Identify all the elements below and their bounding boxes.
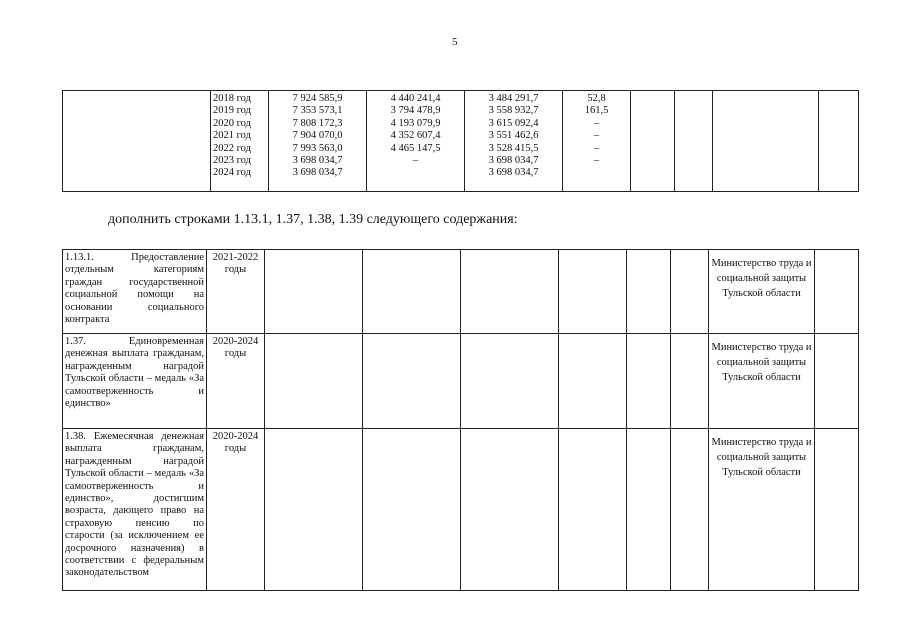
empty-cell [815, 429, 859, 591]
table-row [63, 334, 859, 429]
other-funding-cell: 52,8 161,5 – – – – [563, 91, 631, 192]
table-row [63, 91, 859, 192]
total-funding-cell: 7 924 585,9 7 353 573,1 7 808 172,3 7 904 070,0 7 993 563,0 3 698 034,7 3 698 034,7 [269, 91, 367, 192]
years-cell: 2018 год 2019 год 2020 год 2021 год 2022 год 2023 год 2024 год [211, 91, 269, 192]
table-row [63, 250, 859, 334]
empty-cell [713, 91, 819, 192]
continuation-table [62, 90, 859, 192]
federal-funding-cell: 4 440 241,4 3 794 478,9 4 193 079,9 4 352 607,4 4 465 147,5 – [367, 91, 465, 192]
empty-cell [265, 334, 363, 429]
empty-cell [671, 250, 709, 334]
row-ministry: Министерство труда и социальной защиты Тульской области [709, 334, 815, 429]
empty-cell [627, 429, 671, 591]
empty-cell [815, 250, 859, 334]
empty-cell [559, 250, 627, 334]
empty-cell [819, 91, 859, 192]
empty-cell [627, 334, 671, 429]
new-rows-table [62, 249, 859, 591]
empty-cell [363, 429, 461, 591]
row-description: 1.13.1. Предоставление отдельным категориям граждан государственной социальной помощи на основании социального контракта [63, 250, 207, 334]
empty-cell [559, 429, 627, 591]
table-row [63, 429, 859, 591]
empty-cell [363, 250, 461, 334]
empty-cell [559, 334, 627, 429]
regional-funding-cell: 3 484 291,7 3 558 932,7 3 615 092,4 3 551 462,6 3 528 415,5 3 698 034,7 3 698 034,7 [465, 91, 563, 192]
page-number: 5 [452, 36, 458, 48]
row-ministry: Министерство труда и социальной защиты Тульской области [709, 250, 815, 334]
row-period: 2020-2024 годы [207, 334, 265, 429]
empty-cell [363, 334, 461, 429]
empty-cell [671, 429, 709, 591]
row-description: 1.37. Единовременная денежная выплата гражданам, награжденным наградой Тульской области – медаль «За самоотверженность и единство» [63, 334, 207, 429]
empty-cell [63, 91, 211, 192]
row-ministry: Министерство труда и социальной защиты Тульской области [709, 429, 815, 591]
amendment-sentence: дополнить строками 1.13.1, 1.37, 1.38, 1.39 следующего содержания: [108, 212, 518, 227]
empty-cell [461, 334, 559, 429]
empty-cell [675, 91, 713, 192]
empty-cell [461, 429, 559, 591]
empty-cell [627, 250, 671, 334]
empty-cell [265, 250, 363, 334]
row-description: 1.38. Ежемесячная денежная выплата гражданам, награжденным наградой Тульской области – медаль «За самоотверженность и единство», достигшим возраста, дающего право на страховую пенсию по старости (за исключением ее досрочного назначения) в соответствии с федеральным законодательством [63, 429, 207, 591]
empty-cell [671, 334, 709, 429]
empty-cell [461, 250, 559, 334]
empty-cell [631, 91, 675, 192]
empty-cell [815, 334, 859, 429]
row-period: 2020-2024 годы [207, 429, 265, 591]
row-period: 2021-2022 годы [207, 250, 265, 334]
empty-cell [265, 429, 363, 591]
